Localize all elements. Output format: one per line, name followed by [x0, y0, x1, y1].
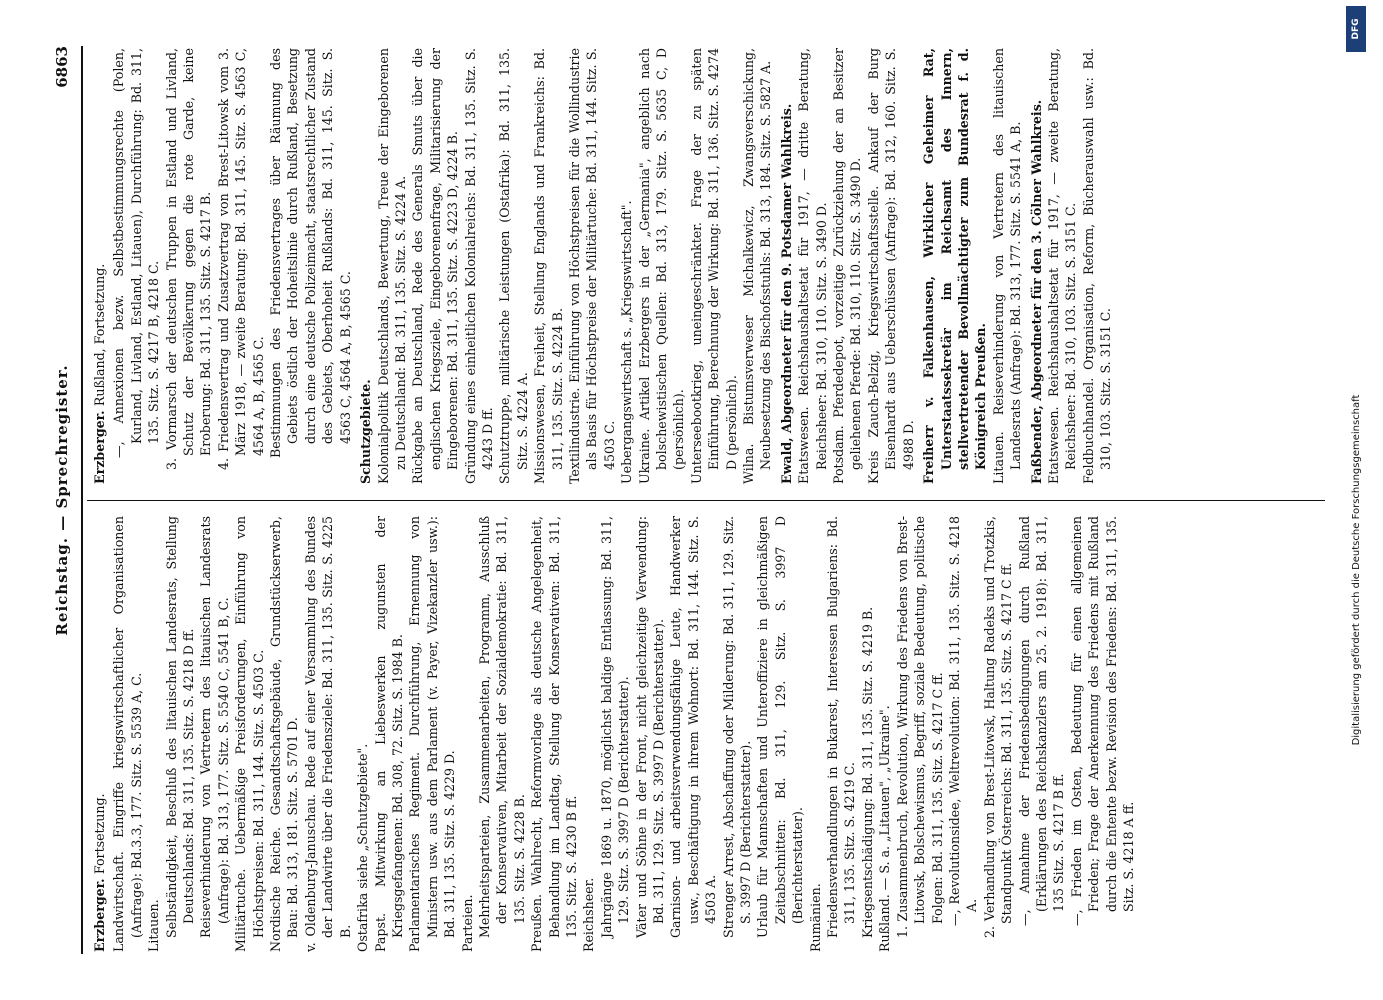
register-entry: Reichsheer. [581, 877, 597, 952]
register-entry: Papst. Mitwirkung an Liebeswerken zugunsten der Kriegsgefangenen: Bd. 308, 72. Sitz. S. 1984 B. [372, 516, 405, 952]
register-entry: 4. Friedensvertrag und Zusatzvertrag von Brest-Litowsk vom 3. März 1918, — zweite Beratung: Bd. 311, 145. Sitz. S. 4563 C, 4564 A, B, 4565 C. [215, 48, 266, 470]
register-entry: Litauen. [146, 899, 162, 952]
register-entry: Urlaub für Mannschaften und Unteroffiziere in gleichmäßigen Zeitabschnitten: Bd. 311, 129. Sitz. S. 3997 D (Berichterstatter). [755, 516, 806, 938]
register-entry: Ukraine. Artikel Erzbergers in der „Germania", angeblich nach bolschewistischen Quellen: Bd. 313, 179. Sitz. S. 5635 C, D (persönlich). [636, 48, 687, 484]
register-entry: Rückgabe an Deutschland, Rede des Generals Smuts über die englischen Kriegsziele, Eingeborenenfrage, Militarisierung der Eingeborenen: Bd. 311, 135. Sitz. S. 4223 D, 4224 B. [410, 48, 461, 484]
dfg-logo-text: DFG [1351, 18, 1361, 40]
register-entry: Friedensverhandlungen in Bukarest, Interessen Bulgariens: Bd. 311, 135. Sitz. S. 4219 C. [825, 516, 858, 938]
running-head-left: Reichstag. [53, 537, 71, 636]
register-entry: Textilindustrie. Einführung von Höchstpreisen für die Wollindustrie als Basis für Höchstpreise der Militärtuche: Bd. 311, 144. Sitz. S. 4503 C. [566, 48, 617, 484]
register-entry: Unterseebootkrieg, uneingeschränkter. Frage der zu späten Einführung, Berechnung der Wirkung: Bd. 311, 136. Sitz. S. 4274 D (persönlich). [688, 48, 739, 484]
register-entry: Schutzgebiete. [358, 379, 374, 484]
dfg-logo [1346, 6, 1366, 52]
register-entry: Selbständigkeit, Beschluß des litauischen Landesrats, Stellung Deutschlands: Bd. 311, 135. Sitz. S. 4218 D ff. [163, 516, 197, 938]
header-rule [81, 46, 83, 954]
running-head-title [53, 46, 71, 954]
register-page [41, 30, 1341, 970]
register-entry: —, Revolutionsidee, Weltrevolution: Bd. 311, 135. Sitz. S. 4218 A. [946, 516, 980, 926]
left-column [91, 516, 1325, 952]
credit-text: Digitalisierung gefördert durch die Deutsche Forschungsgemeinschaft [1351, 394, 1362, 746]
register-entry: Freiherr v. Falkenhausen, Wirklicher Geheimer Rat, Unterstaatssekretär im Reichsamt des Innern, stellvertretender Bevollmächtigter zum Bundesrat f. d. Königreich Preußen. [921, 48, 989, 484]
register-entry: v. Oldenburg-Januschau. Rede auf einer Versammlung des Bundes der Landwirte über die Friedensziele: Bd. 311, 135. Sitz. S. 4225 B. [302, 516, 353, 952]
register-entry: Parlamentarisches Regiment. Durchführung, Ernennung von Ministern usw. aus dem Parlament (v. Payer, Vizekanzler usw.): Bd. 311, 135. Sitz. S. 4229 D. [407, 516, 458, 952]
register-entry: Etatswesen. Reichshaushaltsetat für 1917, — dritte Beratung, Reichsheer: Bd. 310, 110. Sitz. S. 3490 D. [796, 48, 829, 484]
register-entry: 3. Vormarsch der deutschen Truppen in Estland und Livland, Schutz der Bevölkerung gegen die rote Garde, keine Eroberung: Bd. 311, 135. Sitz. S. 4217 B. [163, 48, 214, 470]
right-heading-sub: Rußland, Fortsetzung. [92, 263, 107, 407]
register-entry: Uebergangswirtschaft s. „Kriegswirtschaft". [619, 200, 635, 484]
register-entry: Väter und Söhne in der Front, nicht gleichzeitige Verwendung: Bd. 311, 129. Sitz. S. 3997 D (Berichterstatter). [633, 516, 666, 938]
register-entry: Kreis Zauch-Belzig, Kriegswirtschaftsstelle. Ankauf der Burg Eisenhardt aus Ueberschüssen (Anfrage): Bd. 312, 160. Sitz. S. 4988 D. [865, 48, 916, 484]
register-entry: Etatswesen. Reichshaushaltsetat für 1917, — zweite Beratung, Reichsheer: Bd. 310, 103. Sitz. S. 3151 C. [1045, 48, 1079, 484]
right-entries [110, 48, 1114, 484]
register-entry: 2. Verhandlung von Brest-Litowsk, Haltung Radeks und Trotzkis, Standpunkt Österreichs: Bd. 311, 135. Sitz. S. 4217 C ff. [981, 516, 1015, 938]
register-entry: Missionswesen, Freiheit, Stellung Englands und Frankreichs: Bd. 311, 135. Sitz. S. 4224 B. [532, 48, 565, 484]
register-entry: Nordische Reiche. Gesandtschaftsgebäude, Grundstückserwerb, Bau: Bd. 313, 181. Sitz. S. 5701 D. [268, 516, 301, 952]
right-column [91, 48, 1325, 484]
register-entry: Preußen. Wahlrecht, Reformvorlage als deutsche Angelegenheit, Behandlung im Landtag, Stellung der Konservativen: Bd. 311, 135. Sitz. S. 4230 B ff. [529, 516, 579, 952]
register-entry: Schutztruppe, militärische Leistungen (Ostafrika): Bd. 311, 135. Sitz. S. 4224 A. [497, 48, 530, 484]
left-column-heading [91, 516, 108, 952]
register-entry: Gründung eines einheitlichen Kolonialreichs: Bd. 311, 135. Sitz. S. 4243 D ff. [462, 48, 495, 484]
register-entry: Mehrheitsparteien, Zusammenarbeiten, Programm, Ausschluß der Konservativen, Mitarbeit der Sozialdemokratie: Bd. 311, 135. Sitz. S. 4228 B. [476, 516, 527, 938]
register-entry: Reiseverhinderung von Vertretern des litauischen Landesrats (Anfrage): Bd. 313, 177. Sitz. S. 5540 C, 5541 B, C. [198, 516, 231, 938]
register-entry: —, Annahme der Friedensbedingungen durch Rußland (Erklärungen des Reichskanzlers am 25. 2. 1918): Bd. 311, 135 Sitz. S. 4217 B ff. [1016, 516, 1067, 926]
register-entry: Garnison- und arbeitsverwendungsfähige Leute, Handwerker usw., Beschäftigung in ihrem Wohnort: Bd. 311, 144. Sitz. S. 4503 A. [668, 516, 719, 938]
page-number: 6863 [53, 46, 71, 88]
register-entry: Ewald, Abgeordneter für den 9. Potsdamer Wahlkreis. [778, 103, 794, 484]
register-entry: Kolonialpolitik Deutschlands, Bewertung, Treue der Eingeborenen zu Deutschland: Bd. 311, 135. Sitz. S. 4224 A. [375, 48, 408, 484]
register-entry: Litauen. Reiseverhinderung von Vertretern des litauischen Landesrats (Anfrage): Bd. 313, 177. Sitz. S. 5541 A, B. [990, 48, 1024, 484]
digitization-credit [1350, 190, 1364, 950]
register-entry: Ostafrika siehe „Schutzgebiete". [355, 743, 371, 952]
register-entry: Jahrgänge 1869 u. 1870, möglichst baldige Entlassung: Bd. 311, 129. Sitz. S. 3997 D (Berichterstatter). [598, 516, 632, 938]
right-column-heading [91, 48, 108, 484]
register-entry: Rumänien. [807, 883, 823, 952]
register-entry: Potsdam. Pferdedepot, vorzeitige Zurückziehung der an Besitzer geliehenen Pferde: Bd. 310, 110. Sitz. S. 3490 D. [831, 48, 864, 484]
register-entry: Bestimmungen des Friedensvertrages über Räumung des Gebiets östlich der Hoheitslinie durch Rußland, Besetzung durch eine deutsche Polizeimacht, staatsrechtlicher Zustand des Gebiets, Oberhoheit Rußlands: Bd. 311, 145. Sitz. S. 4563 C, 4564 A, B, 4565 C. [268, 48, 353, 458]
left-heading-sub: Fortsetzung. [92, 793, 107, 875]
register-entry: Wilna. Bistumsverweser Michalkewicz, Zwangsverschickung, Neubesetzung des Bischofsstuhls: Bd. 313, 184. Sitz. S. 5827 A. [741, 48, 774, 484]
register-entry: Faßbender, Abgeordneter für den 3. Cölner Wahlkreis. [1028, 99, 1044, 484]
register-entry: —, Frieden im Osten, Bedeutung für einen allgemeinen Frieden; Frage der Anerkennung des Friedens mit Rußland durch die Entente bezw. Revision des Friedens: Bd. 311, 135. Sitz. S. 4218 A ff. [1068, 516, 1136, 926]
register-entry: Militärtuche. Uebermäßige Preisforderungen, Einführung von Höchstpreisen: Bd. 311, 144. Sitz. S. 4503 C. [233, 516, 266, 952]
register-entry: Kriegsentschädigung: Bd. 311, 135. Sitz. S. 4219 B. [859, 606, 875, 938]
column-divider [87, 500, 1325, 501]
register-entry: Parteien. [459, 894, 475, 952]
register-entry: 1. Zusammenbruch, Revolution, Wirkung des Friedens von Brest-Litowsk, Bolschewismus, Begriff, soziale Bedeutung, politische Folgen: Bd. 311, 135. Sitz. S. 4217 C ff. [894, 516, 945, 938]
register-entry: Rußland. — S. a. „Litauen", „Ukraine". [877, 705, 893, 952]
register-entry: Feldbuchhandel. Organisation, Reform, Bücherauswahl usw.: Bd. 310, 103. Sitz. S. 3151 C. [1080, 48, 1114, 484]
right-heading-name: Erzberger. [92, 410, 107, 484]
running-head-center: — Sprechregister. [53, 364, 71, 531]
register-entry: Landwirtschaft. Eingriffe kriegswirtschaftlicher Organisationen (Anfrage): Bd.3.3, 177. Sitz. S. 5539 A, C. [111, 516, 144, 952]
register-entry: —, Annexionen bezw. Selbstbestimmungsrechte (Polen, Kurland, Livland, Estland, Litauen), Durchführung: Bd. 311, 135. Sitz. S. 4217 B, 4218 C. [111, 48, 162, 458]
left-heading-name: Erzberger. [92, 878, 107, 952]
register-entry: Strenger Arrest, Abschaffung oder Milderung: Bd. 311, 129. Sitz. S. 3997 D (Berichterstatter). [720, 516, 754, 938]
running-head [53, 46, 81, 954]
left-entries [110, 516, 1137, 952]
